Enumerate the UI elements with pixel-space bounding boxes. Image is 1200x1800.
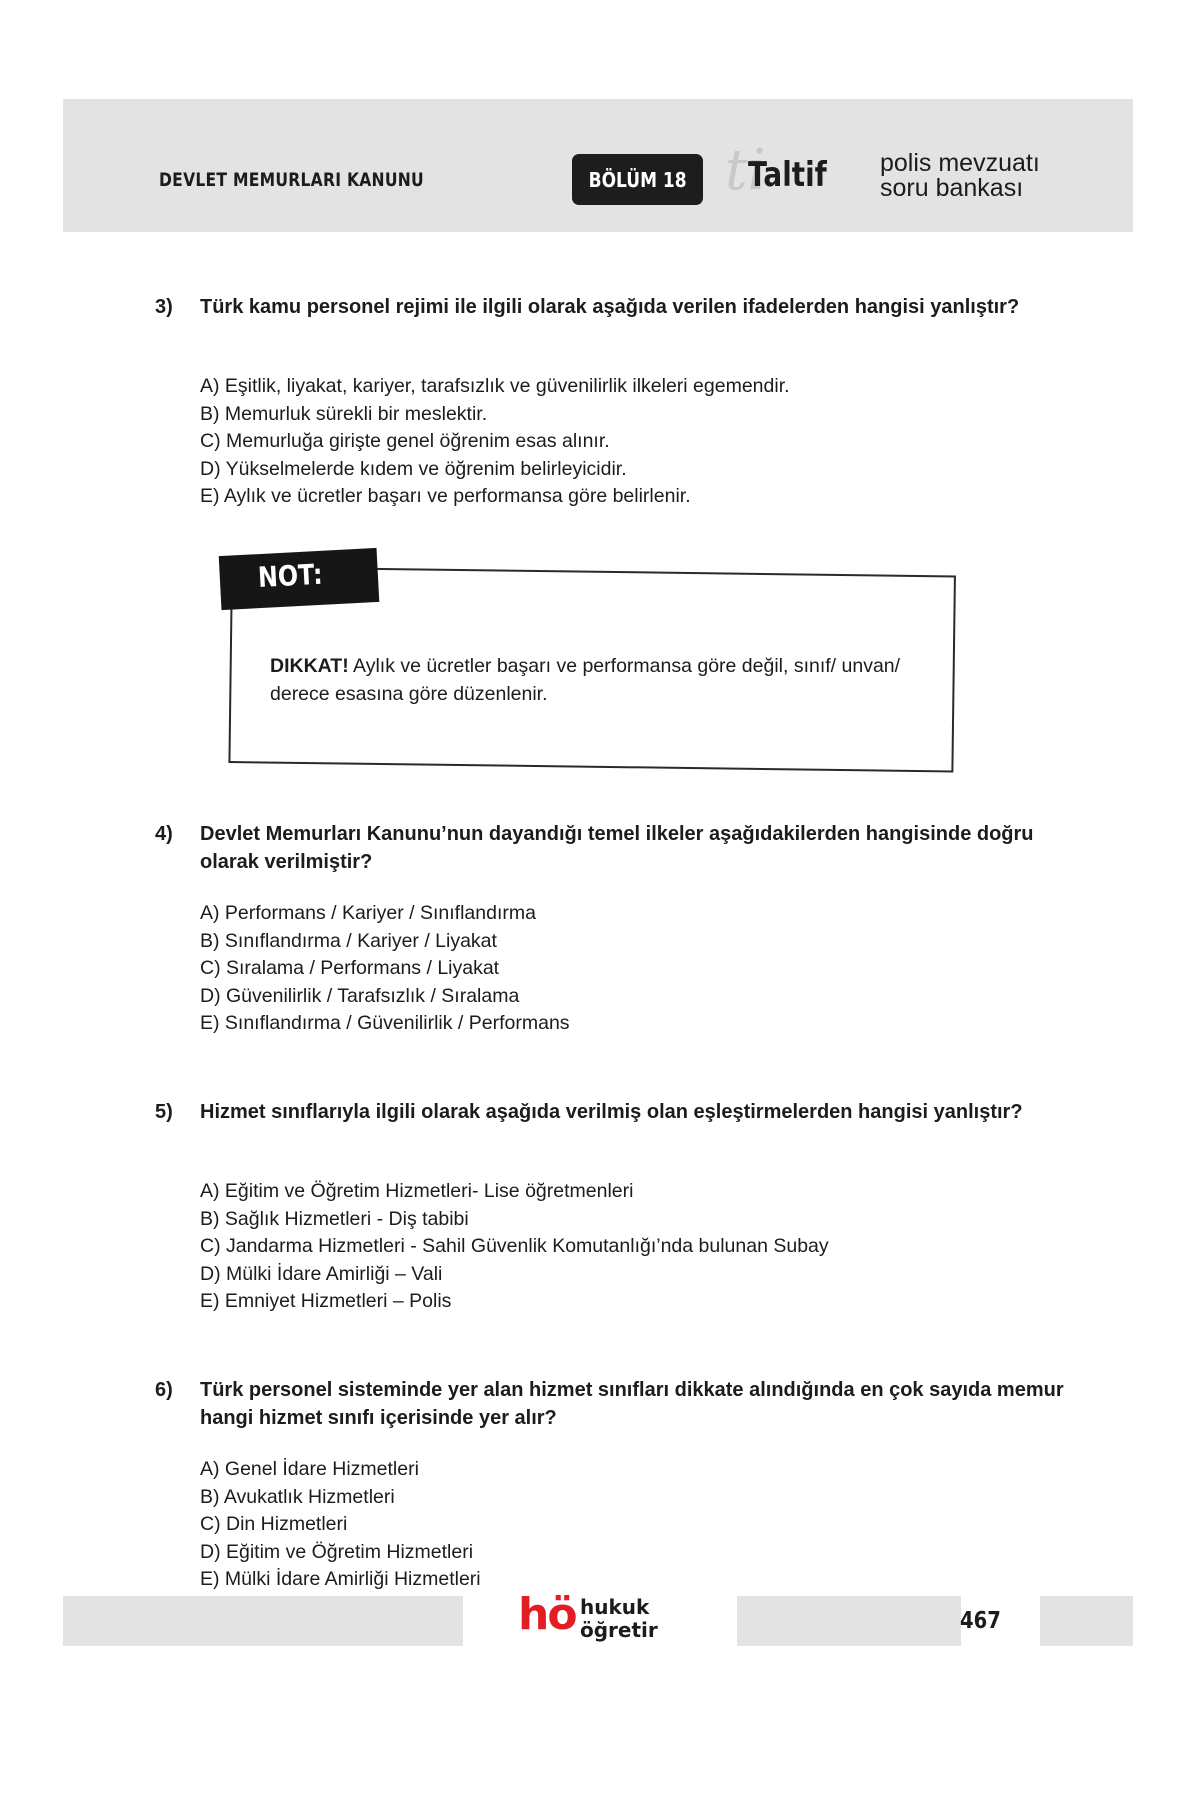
question-text: Türk personel sisteminde yer alan hizmet sınıfları dikkate alındığında en çok sayıda memur hangi hizmet sınıfı içerisinde yer alır? (200, 1379, 1064, 1429)
option-list (200, 373, 790, 511)
option-e: E) Sınıflandırma / Güvenilirlik / Performans (200, 1012, 570, 1035)
option-e: E) Aylık ve ücretler başarı ve performansa göre belirlenir. (200, 485, 691, 508)
running-title: DEVLET MEMURLARI KANUNU (159, 169, 424, 191)
option-a: A) Genel İdare Hizmetleri (200, 1458, 419, 1480)
option-a: A) Eşitlik, liyakat, kariyer, tarafsızlık ve güvenilirlik ilkeleri egemendir. (200, 375, 790, 397)
note-text (270, 653, 930, 708)
option-list (200, 900, 570, 1038)
series-title (880, 151, 1040, 201)
question-text: Hizmet sınıflarıyla ilgili olarak aşağıda verilmiş olan eşleştirmelerden hangisi yanlıştır? (200, 1101, 1023, 1123)
option-list (200, 1178, 829, 1316)
chapter-label: BÖLÜM 18 (588, 167, 687, 192)
option-d: D) Eğitim ve Öğretim Hizmetleri (200, 1540, 474, 1563)
question-number: 4) (155, 823, 173, 845)
option-a: A) Eğitim ve Öğretim Hizmetleri- Lise öğretmenleri (200, 1180, 634, 1202)
note-label: NOT: (257, 557, 324, 594)
footer-band-right (1040, 1596, 1133, 1646)
option-c: C) Jandarma Hizmetleri - Sahil Güvenlik Komutanlığı’nda bulunan Subay (200, 1235, 829, 1258)
option-b: B) Sağlık Hizmetleri - Diş tabibi (200, 1207, 469, 1230)
note-body: Aylık ve ücretler başarı ve performansa göre değil, sınıf/ unvan/ derece esasına göre düzenlenir. (270, 655, 901, 705)
publisher-logo-line-1: hukuk (580, 1595, 650, 1619)
option-d: D) Güvenilirlik / Tarafsızlık / Sıralama (200, 984, 520, 1007)
option-c: C) Sıralama / Performans / Liyakat (200, 957, 500, 980)
brand-logo: Taltif (748, 155, 827, 195)
note-emphasis: DIKKAT! (270, 655, 349, 677)
brand-watermark: ti (725, 138, 766, 203)
publisher-logo-text (580, 1596, 658, 1642)
footer-band-middle (737, 1596, 961, 1646)
chapter-badge (572, 154, 703, 205)
option-e: E) Emniyet Hizmetleri – Polis (200, 1290, 452, 1313)
option-c: C) Memurluğa girişte genel öğrenim esas alınır. (200, 430, 610, 453)
series-line-2: soru bankası (880, 174, 1024, 202)
question-number: 3) (155, 296, 173, 318)
publisher-logo-mark: hö (518, 1589, 576, 1640)
question-text: Türk kamu personel rejimi ile ilgili olarak aşağıda verilen ifadelerden hangisi yanlıştır? (200, 296, 1020, 318)
series-line-1: polis mevzuatı (880, 149, 1040, 177)
question-number: 5) (155, 1101, 173, 1123)
option-d: D) Yükselmelerde kıdem ve öğrenim belirleyicidir. (200, 457, 627, 480)
publisher-logo-line-2: öğretir (580, 1618, 658, 1642)
page-number: 467 (960, 1608, 1001, 1634)
option-d: D) Mülki İdare Amirliği – Vali (200, 1262, 443, 1285)
option-a: A) Performans / Kariyer / Sınıflandırma (200, 902, 536, 924)
option-e: E) Mülki İdare Amirliği Hizmetleri (200, 1568, 481, 1591)
footer-band-left (63, 1596, 463, 1646)
option-b: B) Memurluk sürekli bir meslektir. (200, 402, 488, 425)
question-number: 6) (155, 1379, 173, 1401)
option-b: B) Sınıflandırma / Kariyer / Liyakat (200, 929, 497, 952)
question-text: Devlet Memurları Kanunu’nun dayandığı temel ilkeler aşağıdakilerden hangisinde doğru olarak verilmiştir? (200, 823, 1034, 873)
option-b: B) Avukatlık Hizmetleri (200, 1485, 395, 1508)
header-band (63, 99, 1133, 232)
option-c: C) Din Hizmetleri (200, 1513, 348, 1536)
option-list (200, 1456, 481, 1594)
